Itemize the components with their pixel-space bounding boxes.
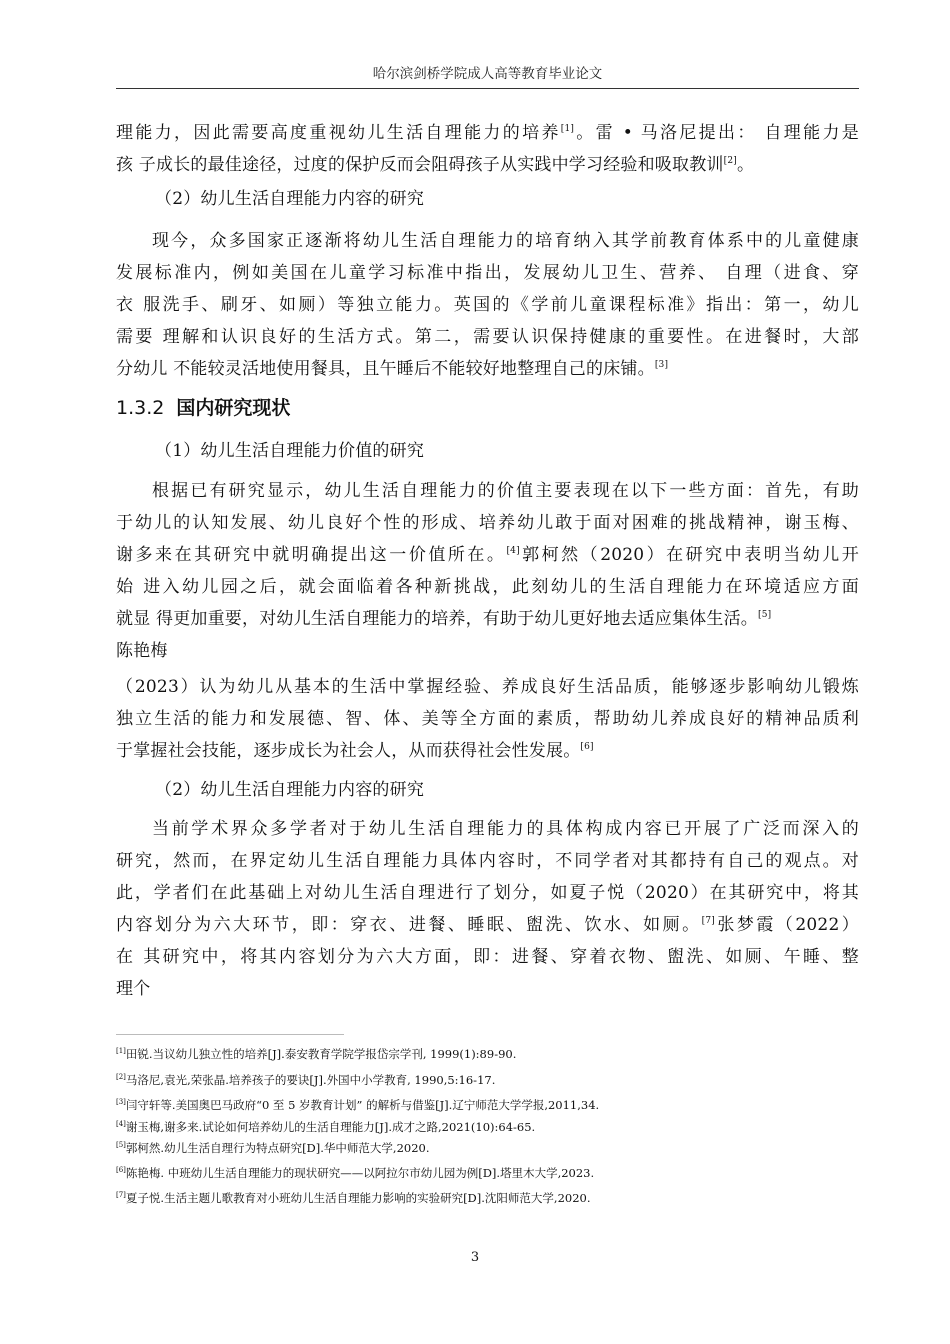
citation-mark: [3] (654, 360, 669, 370)
paragraph-line (116, 359, 859, 379)
paragraph-line (116, 545, 859, 565)
footnote (116, 1120, 535, 1134)
footnote (116, 1098, 599, 1112)
text-run: 。 (736, 155, 755, 175)
citation-mark: [4] (506, 546, 520, 556)
footnote-mark: [1] (116, 1047, 126, 1055)
text-run: 分幼儿 不能较灵活地使用餐具，且午睡后不能较好地整理自己的床铺。 (116, 359, 655, 379)
section-heading (116, 393, 290, 420)
paragraph-line: 于幼儿的认知发展、幼儿良好个性的形成、培养幼儿敢于面对困难的挑战精神，谢玉梅、 (116, 513, 859, 533)
footnote-mark: [4] (116, 1120, 126, 1128)
paragraph-line (116, 609, 859, 629)
paragraph-line (116, 915, 859, 935)
paragraph-line: 当前学术界众多学者对于幼儿生活自理能力的具体构成内容已开展了广泛而深入的 (152, 819, 859, 839)
footnote-mark: [3] (116, 1098, 126, 1106)
footnote-text: 谢玉梅,谢多来.试论如何培养幼儿的生活自理能力[J].成才之路,2021(10):64-65. (125, 1120, 536, 1134)
subheading: （1）幼儿生活自理能力价值的研究 (155, 441, 425, 461)
section-title: 国内研究现状 (176, 397, 291, 419)
paragraph-line: （2023）认为幼儿从基本的生活中掌握经验、养成良好生活品质，能够逐步影响幼儿锻炼 (116, 677, 859, 697)
footnote (116, 1166, 594, 1180)
footnote-text: 陈艳梅. 中班幼儿生活自理能力的现状研究——以阿拉尔市幼儿园为例[D].塔里木大学,2023. (125, 1166, 595, 1180)
paragraph-line (116, 123, 859, 143)
paragraph-line: 独立生活的能力和发展德、智、体、美等全方面的素质，帮助幼儿养成良好的精神品质利 (116, 709, 859, 729)
footnote-separator (116, 1034, 344, 1035)
footnote-text: 郭柯然.幼儿生活自理行为特点研究[D].华中师范大学,2020. (125, 1141, 430, 1155)
paragraph-line: 始 进入幼儿园之后，就会面临着各种新挑战，此刻幼儿的生活自理能力在环境适应方面 (116, 577, 859, 597)
text-run: 郭柯然（2020）在研究中表明当幼儿开 (519, 545, 859, 565)
footnote (116, 1073, 495, 1087)
paragraph-line (116, 155, 859, 175)
paragraph-line: 发展标准内，例如美国在儿童学习标准中指出，发展幼儿卫生、营养、 自理（进食、穿 (116, 263, 859, 283)
paragraph-line: 陈艳梅 (116, 641, 168, 661)
paragraph-line: 现今，众多国家正逐渐将幼儿生活自理能力的培育纳入其学前教育体系中的儿童健康 (152, 231, 859, 251)
citation-mark: [1] (560, 124, 575, 134)
text-run: 就显 得更加重要，对幼儿生活自理能力的培养，有助于幼儿更好地去适应集体生活。 (116, 609, 759, 629)
text-run: 于掌握社会技能，逐步成长为社会人，从而获得社会性发展。 (116, 741, 581, 761)
footnote-text: 闫守轩等.美国奥巴马政府“0 至 5 岁教育计划” 的解析与借鉴[J].辽宁师范大学学报,2011,34. (125, 1098, 600, 1112)
footnote (116, 1191, 591, 1205)
paragraph-line (116, 741, 859, 761)
running-header: 哈尔滨剑桥学院成人高等教育毕业论文 (372, 66, 603, 82)
page-number: 3 (470, 1250, 480, 1265)
footnote-text: 马洛尼,袁光,荣张晶.培养孩子的要诀[J].外国中小学教育, 1990,5:16-17. (125, 1073, 496, 1087)
footnote-mark: [7] (116, 1191, 126, 1199)
paragraph-line: 根据已有研究显示，幼儿生活自理能力的价值主要表现在以下一些方面：首先，有助 (152, 481, 859, 501)
paragraph-line: 需要 理解和认识良好的生活方式。第二，需要认识保持健康的重要性。在进餐时，大部 (116, 327, 859, 347)
text-run: 理能力，因此需要高度重视幼儿生活自理能力的培养 (116, 123, 561, 143)
footnote-text: 夏子悦.生活主题儿歌教育对小班幼儿生活自理能力影响的实验研究[D].沈阳师范大学,2020. (125, 1191, 591, 1205)
paragraph-line: 此，学者们在此基础上对幼儿生活自理进行了划分，如夏子悦（2020）在其研究中，将其 (116, 883, 859, 903)
subheading: （2）幼儿生活自理能力内容的研究 (155, 780, 425, 800)
footnote-mark: [2] (116, 1073, 126, 1081)
citation-mark: [2] (723, 156, 737, 166)
footnote-text: 田锐.当议幼儿独立性的培养[J].泰安教育学院学报岱宗学刊, 1999(1):89-90. (125, 1047, 517, 1061)
text-run: 。雷 • 马洛尼提出： 自理能力是 (574, 123, 859, 143)
text-run: 张梦霞（2022） (715, 915, 859, 935)
section-number: 1.3.2 (116, 397, 165, 419)
text-run: 内容划分为六大环节，即：穿衣、进餐、睡眠、盥洗、饮水、如厕。 (116, 915, 702, 935)
header-rule (116, 88, 859, 89)
citation-mark: [6] (580, 742, 594, 752)
footnote-mark: [5] (116, 1141, 126, 1149)
paragraph-line: 衣 服洗手、刷牙、如厕）等独立能力。英国的《学前儿童课程标准》指出：第一，幼儿 (116, 295, 859, 315)
citation-mark: [7] (701, 916, 715, 926)
subheading: （2）幼儿生活自理能力内容的研究 (155, 189, 425, 209)
text-run: 谢多来在其研究中就明确提出这一价值所在。 (116, 545, 507, 565)
text-run: 孩 子成长的最佳途径，过度的保护反而会阻碍孩子从实践中学习经验和吸取教训 (116, 155, 724, 175)
footnote (116, 1141, 430, 1155)
paragraph-line: 理个 (116, 979, 151, 999)
citation-mark: [5] (758, 610, 772, 620)
footnote-mark: [6] (116, 1166, 126, 1174)
paragraph-line: 在 其研究中，将其内容划分为六大方面，即：进餐、穿着衣物、盥洗、如厕、午睡、整 (116, 947, 859, 967)
paragraph-line: 研究，然而，在界定幼儿生活自理能力具体内容时，不同学者对其都持有自己的观点。对 (116, 851, 859, 871)
footnote (116, 1047, 516, 1061)
